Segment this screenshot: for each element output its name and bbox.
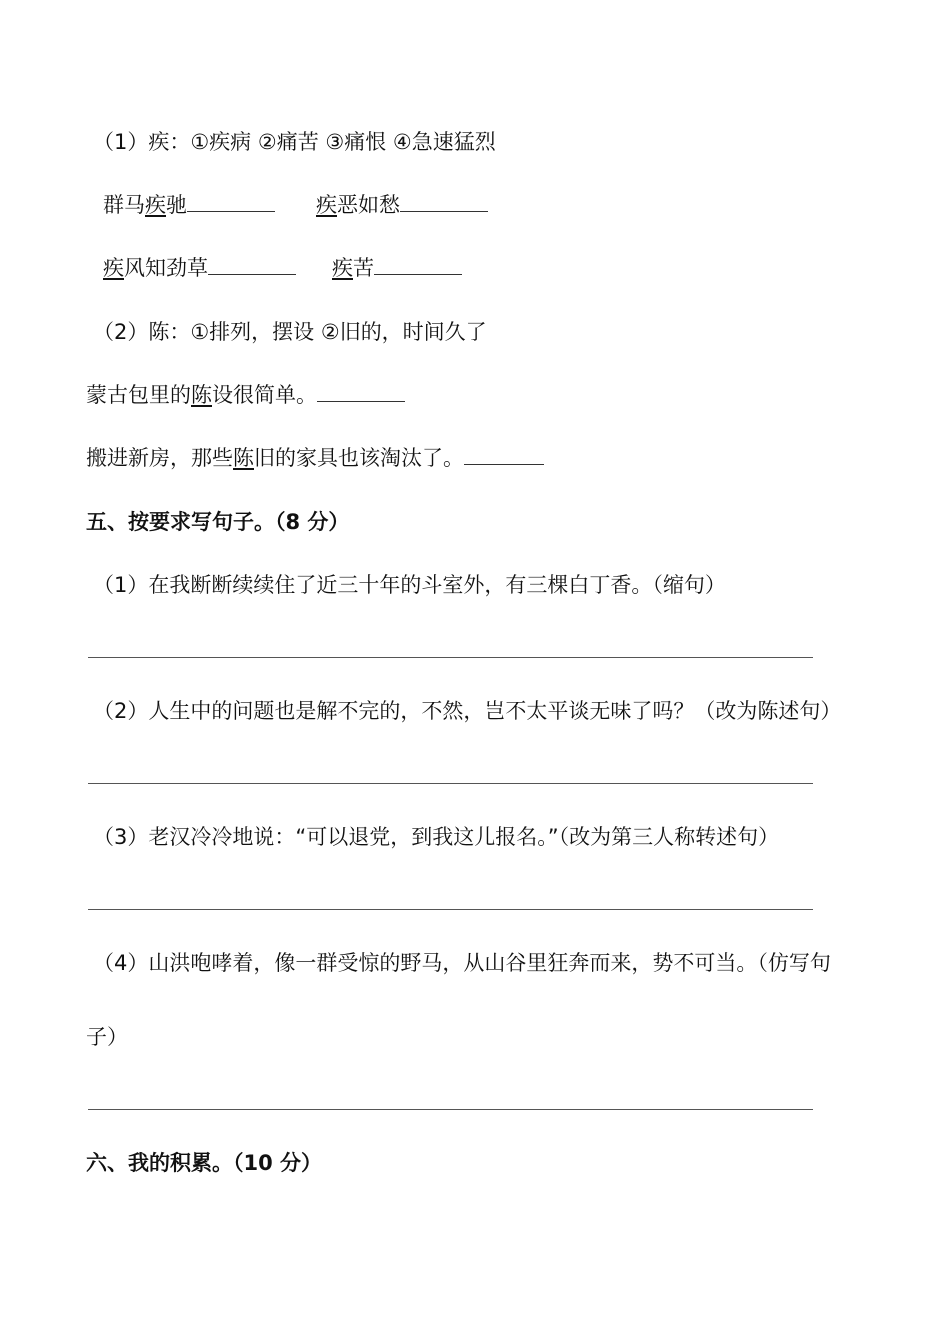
s5-question-4: （4）山洪咆哮着，像一群受惊的野马，从山谷里狂奔而来，势不可当。（仿写句 xyxy=(93,951,831,975)
section-six-heading: 六、我的积累。（10 分） xyxy=(86,1151,323,1175)
key-char: 陈 xyxy=(191,383,212,407)
answer-line-1[interactable] xyxy=(88,657,813,658)
section-five-heading: 五、按要求写句子。（8 分） xyxy=(86,510,350,534)
q1-item-3: 疾风知劲草 xyxy=(103,253,296,283)
answer-blank[interactable] xyxy=(187,193,275,212)
s5-question-1: （1）在我断断续续住了近三十年的斗室外，有三棵白丁香。（缩句） xyxy=(93,573,726,597)
answer-blank[interactable] xyxy=(400,193,488,212)
q2-prompt: （2）陈：①排列，摆设 ②旧的，时间久了 xyxy=(93,320,487,344)
key-char: 疾 xyxy=(332,256,353,280)
key-char: 疾 xyxy=(145,193,166,217)
q1-item-1: 群马疾驰 xyxy=(103,190,275,220)
q1-item-4: 疾苦 xyxy=(332,253,462,283)
answer-blank[interactable] xyxy=(208,256,296,275)
q1-prompt: （1）疾：①疾病 ②痛苦 ③痛恨 ④急速猛烈 xyxy=(93,130,496,154)
answer-line-3[interactable] xyxy=(88,909,813,910)
s5-question-2: （2）人生中的问题也是解不完的，不然，岂不太平谈无味了吗？（改为陈述句） xyxy=(93,699,842,723)
answer-line-2[interactable] xyxy=(88,783,813,784)
answer-blank[interactable] xyxy=(374,256,462,275)
s5-question-4-cont: 子） xyxy=(86,1025,128,1049)
q1-item-2: 疾恶如愁 xyxy=(316,190,488,220)
s5-question-3: （3）老汉冷冷地说：“可以退党，到我这儿报名。”（改为第三人称转述句） xyxy=(93,825,780,849)
key-char: 陈 xyxy=(233,446,254,470)
key-char: 疾 xyxy=(103,256,124,280)
answer-line-4[interactable] xyxy=(88,1109,813,1110)
q2-sentence-1: 蒙古包里的陈设很简单。 xyxy=(86,380,405,410)
answer-blank[interactable] xyxy=(464,446,544,465)
answer-blank[interactable] xyxy=(317,383,405,402)
key-char: 疾 xyxy=(316,193,337,217)
q2-sentence-2: 搬进新房，那些陈旧的家具也该淘汰了。 xyxy=(86,443,544,473)
